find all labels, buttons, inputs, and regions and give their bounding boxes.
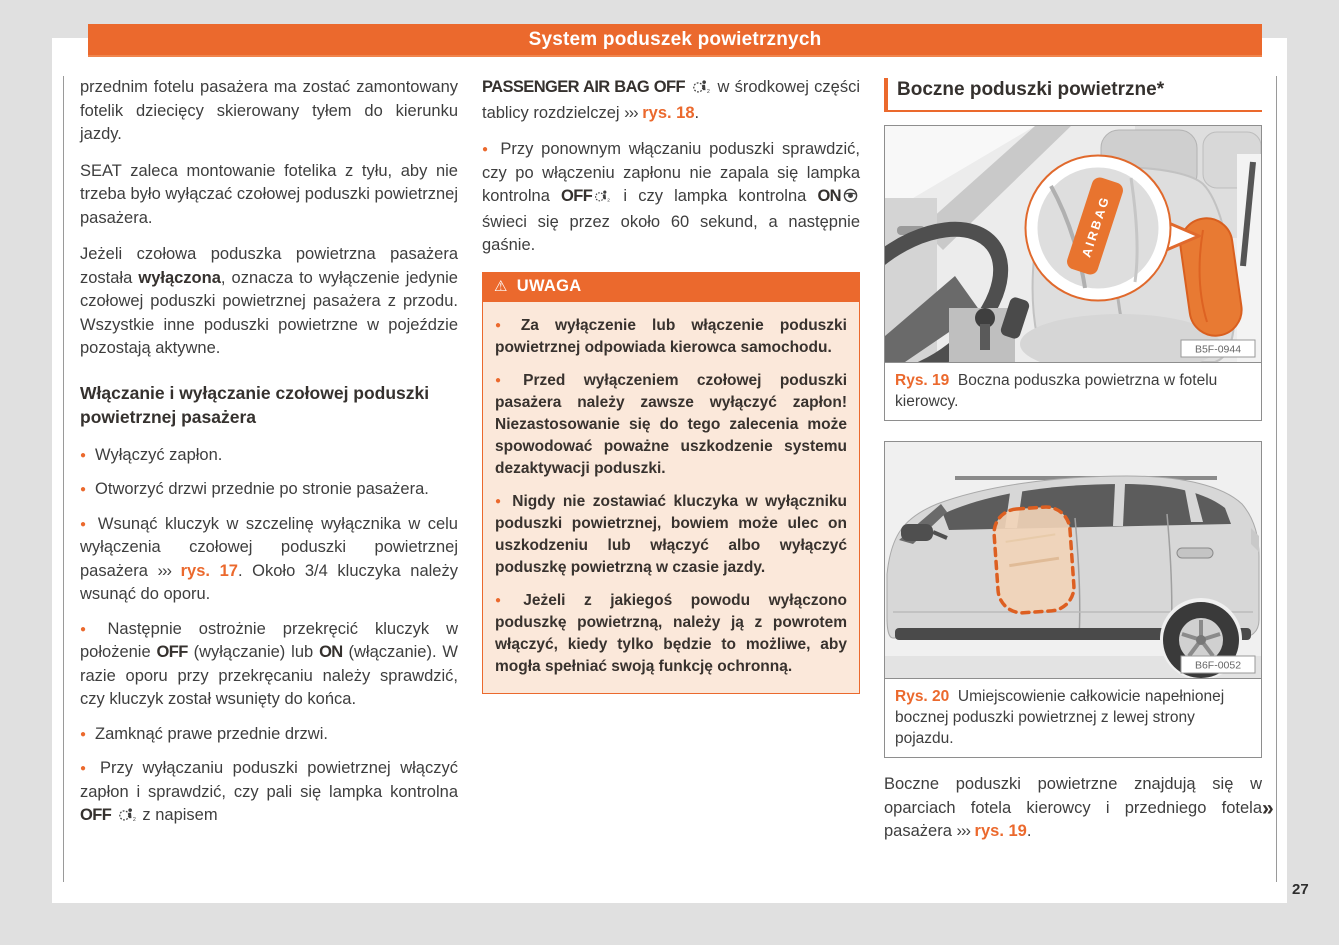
svg-text:2: 2: [707, 88, 711, 94]
section-heading: Boczne poduszki powietrzne*: [897, 79, 1165, 100]
paragraph: PASSENGER AIR BAG OFF 2 w środkowej części tablicy rozdzielczej ››› rys. 18.: [482, 78, 860, 122]
airbag-off-indicator-icon: [118, 806, 136, 830]
svg-text:B6F-0052: B6F-0052: [1194, 659, 1242, 672]
side-airbag-zone: [992, 505, 1075, 614]
figure-caption: Rys. 19 Boczna poduszka powietrzna w fotelu kierowcy.: [884, 362, 1262, 421]
svg-text:B5F-0944: B5F-0944: [1194, 343, 1242, 356]
subsection-heading: Włączanie i wyłączanie czołowej poduszki powietrznej pasażera: [80, 382, 430, 427]
section-heading-wrap: [884, 78, 1262, 112]
list-item: ● Wsunąć kluczyk w szczelinę wyłącznika w celu wyłączenia czołowej poduszki powietrznej pasażera ››› rys. 17. Około 3/4 kluczyka należy wsunąć do oporu.: [80, 513, 458, 607]
list-item: ● Zamknąć prawe przednie drzwi.: [80, 723, 458, 747]
figure-label: Rys. 20: [895, 688, 950, 705]
warning-item: ● Jeżeli z jakiegoś powodu wyłączono poduszkę powietrzną, należy ją z powrotem włączyć, kiedy tylko będzie to możliwe, aby mogła spełniać swoją funkcję ochronną.: [495, 590, 847, 678]
seat-side-airbag-illustration: [885, 126, 1261, 362]
column-middle: [482, 76, 860, 694]
figure-rys-19: [884, 125, 1262, 363]
car-side-airbag-illustration: [885, 442, 1261, 678]
list-item: ● Wyłączyć zapłon.: [80, 444, 458, 468]
see-also-arrows: ›››: [624, 103, 638, 122]
figure-reference-link[interactable]: rys. 19: [974, 822, 1027, 840]
warning-header: [482, 272, 860, 302]
warning-title: UWAGA: [516, 276, 582, 295]
list-item: ● Następnie ostrożnie przekręcić kluczyk w położenie OFF (wyłączanie) lub ON (włączanie). W razie oporu przy przekręcaniu należy sprawdzić, czy kluczyk został wsunięty do końca.: [80, 618, 458, 712]
figure-reference-link[interactable]: rys. 18: [642, 103, 695, 122]
list-item: ● Przy wyłączaniu poduszki powietrznej włączyć zapłon i sprawdzić, czy pali się lampka kontrolna OFF 2 z napisem: [80, 757, 458, 830]
see-also-arrows: ›››: [956, 822, 970, 840]
column-right: [884, 78, 1262, 857]
airbag-off-indicator-icon: [594, 187, 610, 211]
paragraph: Jeżeli czołowa poduszka powietrzna pasażera została wyłączona, oznacza to wyłączenie jedynie czołowej poduszki powietrznej pasażera z przodu. Wszystkie inne poduszki powietrzne w pojeździe pozostają aktywne.: [80, 245, 458, 357]
figure-label: Rys. 19: [895, 372, 950, 389]
airbag-off-indicator-icon: [692, 78, 710, 102]
svg-text:AIRBAG: AIRBAG: [1079, 193, 1113, 260]
warning-item: ● Za wyłączenie lub włączenie poduszki powietrznej odpowiada kierowca samochodu.: [495, 315, 847, 359]
figure-caption: Rys. 20 Umiejscowienie całkowicie napełnionej bocznej poduszki powietrznej z lewej strony pojazdu.: [884, 678, 1262, 758]
figure-code-badge: [1181, 340, 1255, 357]
chapter-header-bar: [88, 24, 1262, 57]
see-also-arrows: ›››: [157, 561, 171, 580]
list-item: ● Przy ponownym włączaniu poduszki sprawdzić, czy po włączeniu zapłonu nie zapala się lampka kontrolna OFF 2 i czy lampka kontrolna ON świeci się przez około 60 sekund, a następnie gaśnie.: [482, 138, 860, 258]
paragraph: SEAT zaleca montowanie fotelika z tyłu, aby nie trzeba było wyłączać czołowej poduszki powietrznej pasażera.: [80, 161, 458, 227]
list-item: ● Otworzyć drzwi przednie po stronie pasażera.: [80, 478, 458, 502]
warning-body: [482, 302, 860, 694]
column-left: [80, 76, 458, 841]
airbag-on-indicator-icon: [843, 187, 858, 211]
paragraph: Boczne poduszki powietrzne znajdują się w oparciach fotela kierowcy i przedniego fotela pasażera ››› rys. 19.: [884, 775, 1262, 840]
page-number: 27: [1292, 881, 1309, 898]
svg-text:2: 2: [132, 816, 136, 822]
left-rule: [63, 76, 64, 882]
figure-rys-20: [884, 441, 1262, 679]
figure-code-badge: [1181, 656, 1255, 673]
right-rule: [1276, 76, 1277, 882]
paragraph: przednim fotelu pasażera ma zostać zamontowany fotelik dziecięcy skierowany tyłem do kierunku jazdy.: [80, 78, 458, 143]
figure-reference-link[interactable]: rys. 17: [180, 561, 238, 580]
warning-triangle-icon: ⚠: [494, 277, 508, 295]
continuation-marker: »: [1262, 797, 1274, 820]
chapter-title: System poduszek powietrznych: [528, 28, 822, 50]
svg-text:2: 2: [607, 198, 611, 203]
warning-item: ● Nigdy nie zostawiać kluczyka w wyłączniku poduszki powietrznej, bowiem może ulec on uszkodzeniu lub włączyć albo wyłączyć poduszkę powietrzną w czasie jazdy.: [495, 491, 847, 579]
warning-item: ● Przed wyłączeniem czołowej poduszki pasażera należy zawsze wyłączyć zapłon! Niezastosowanie się do tego zalecenia może spowodować poważne uszkodzenie systemu dezaktywacji poduszki.: [495, 370, 847, 480]
warning-box: [482, 272, 860, 694]
